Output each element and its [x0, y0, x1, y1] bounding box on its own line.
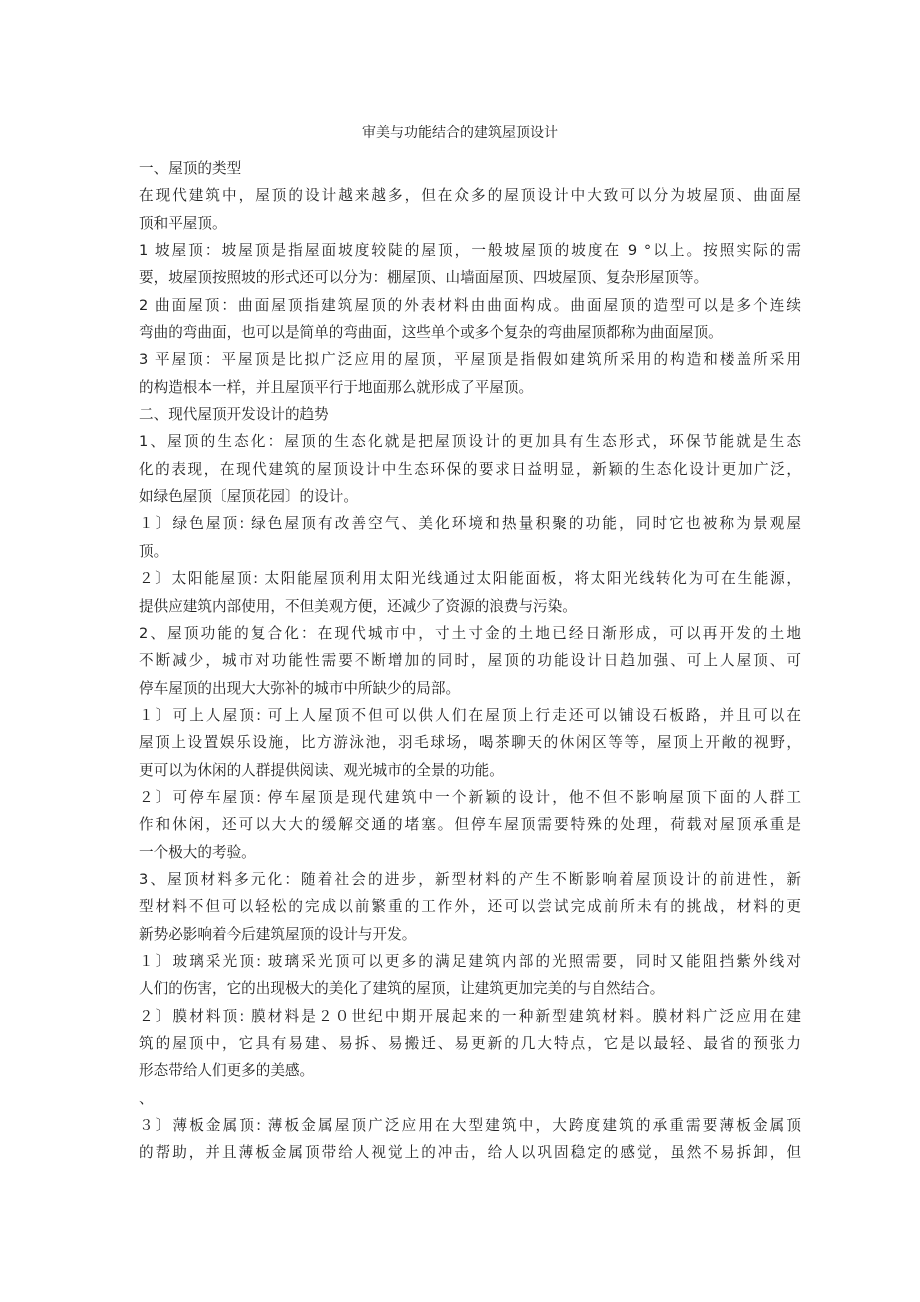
document-body	[139, 155, 801, 1167]
paragraph	[139, 1003, 801, 1085]
text-line: 2 曲面屋顶：曲面屋顶指建筑屋顶的外表材料由曲面构成。曲面屋顶的造型可以是多个连续	[139, 296, 801, 314]
paragraph	[139, 620, 801, 702]
text-line: 2、屋顶功能的复合化：在现代城市中，寸土寸金的土地已经日渐形成，可以再开发的土地	[139, 624, 801, 642]
text-line: 提供应建筑内部使用，不但美观方便，还减少了资源的浪费与污染。	[139, 597, 577, 615]
text-line: 一、屋顶的类型	[139, 160, 242, 177]
paragraph	[139, 565, 801, 620]
text-line: ２〕可停车屋顶: 停车屋顶是现代建筑中一个新颖的设计，他不但不影响屋顶下面的人群工	[139, 788, 801, 806]
paragraph	[139, 428, 801, 510]
text-line: 作和休闲，还可以大大的缓解交通的堵塞。但停车屋顶需要特殊的处理，荷载对屋顶承重是	[139, 816, 801, 834]
text-line: 顶。	[139, 542, 169, 560]
paragraph	[139, 1112, 801, 1167]
text-line: 屋顶上设置娱乐设施，比方游泳池，羽毛球场，喝茶聊天的休闲区等等，屋顶上开敞的视野，	[139, 734, 801, 752]
text-line: 弯曲的弯曲面，也可以是简单的弯曲面，这些单个或多个复杂的弯曲屋顶都称为曲面屋顶。	[139, 324, 723, 342]
text-line: 一个极大的考验。	[139, 843, 256, 861]
paragraph	[139, 237, 801, 292]
text-line: １〕可上人屋顶: 可上人屋顶不但可以供人们在屋顶上行走还可以铺设石板路，并且可以在	[139, 706, 801, 724]
paragraph	[139, 866, 801, 948]
document-title: 审美与功能结合的建筑屋顶设计	[362, 125, 558, 141]
paragraph	[139, 292, 801, 347]
text-line: 人们的伤害，它的出现极大的美化了建筑的屋顶，让建筑更加完美的与自然结合。	[139, 980, 665, 998]
text-line: ２〕膜材料顶: 膜材料是２０世纪中期开展起来的一种新型建筑材料。膜材料广泛应用在建	[139, 1007, 801, 1025]
text-line: 二、现代屋顶开发设计的趋势	[139, 406, 329, 424]
paragraph	[139, 182, 801, 237]
text-line: 、	[139, 1089, 154, 1107]
text-line: １〕玻璃采光顶: 玻璃采光顶可以更多的满足建筑内部的光照需要，同时又能阻挡紫外线对	[139, 952, 801, 970]
text-line: 的构造根本一样，并且屋顶平行于地面那么就形成了平屋顶。	[139, 378, 534, 396]
text-line: 1 坡屋顶：坡屋顶是指屋面坡度较陡的屋顶，一般坡屋顶的坡度在 9 °以上。按照实际的需	[139, 242, 801, 260]
text-line: 不断减少，城市对功能性需要不断增加的同时，屋顶的功能设计日趋加强、可上人屋顶、可	[139, 652, 801, 670]
paragraph	[139, 510, 801, 565]
text-line: 型材料不但可以轻松的完成以前繁重的工作外，还可以尝试完成前所未有的挑战，材料的更	[139, 898, 801, 916]
text-line: 3 平屋顶：平屋顶是比拟广泛应用的屋顶，平屋顶是指假如建筑所采用的构造和楼盖所采用	[139, 351, 801, 369]
paragraph	[139, 346, 801, 401]
text-line: 3、屋顶材料多元化：随着社会的进步，新型材料的产生不断影响着屋顶设计的前进性，新	[139, 870, 801, 888]
paragraph	[139, 784, 801, 866]
text-line: 形态带给人们更多的美感。	[139, 1062, 315, 1080]
text-line: 顶和平屋顶。	[139, 214, 227, 232]
text-line: 的帮助，并且薄板金属顶带给人视觉上的冲击，给人以巩固稳定的感觉，虽然不易拆卸，但	[139, 1144, 801, 1162]
text-line: 筑的屋顶中，它具有易建、易拆、易搬迁、易更新的几大特点，它是以最轻、最省的预张力	[139, 1035, 801, 1052]
paragraph	[139, 948, 801, 1003]
paragraph	[139, 702, 801, 784]
text-line: ３〕薄板金属顶: 薄板金属屋顶广泛应用在大型建筑中，大跨度建筑的承重需要薄板金属顶	[139, 1117, 801, 1135]
text-line: 要，坡屋顶按照坡的形式还可以分为：棚屋顶、山墙面屋顶、四坡屋顶、复杂形屋顶等。	[139, 269, 709, 287]
paragraph	[139, 401, 801, 428]
text-line: ２〕太阳能屋顶: 太阳能屋顶利用太阳光线通过太阳能面板，将太阳光线转化为可在生能源，	[139, 570, 801, 588]
paragraph	[139, 155, 801, 182]
text-line: １〕绿色屋顶: 绿色屋顶有改善空气、美化环境和热量积聚的功能，同时它也被称为景观屋	[139, 515, 801, 533]
paragraph	[139, 1085, 801, 1112]
text-line: 1、屋顶的生态化：屋顶的生态化就是把屋顶设计的更加具有生态形式，环保节能就是生态	[139, 433, 801, 451]
text-line: 在现代建筑中，屋顶的设计越来越多，但在众多的屋顶设计中大致可以分为坡屋顶、曲面屋	[139, 187, 801, 205]
text-line: 化的表现，在现代建筑的屋顶设计中生态环保的要求日益明显，新颖的生态化设计更加广泛，	[139, 460, 801, 478]
text-line: 如绿色屋顶〔屋顶花园〕的设计。	[139, 488, 358, 506]
text-line: 更可以为休闲的人群提供阅读、观光城市的全景的功能。	[139, 761, 504, 779]
text-line: 停车屋顶的出现大大弥补的城市中所缺少的局部。	[139, 679, 461, 697]
text-line: 新势必影响着今后建筑屋顶的设计与开发。	[139, 925, 417, 943]
